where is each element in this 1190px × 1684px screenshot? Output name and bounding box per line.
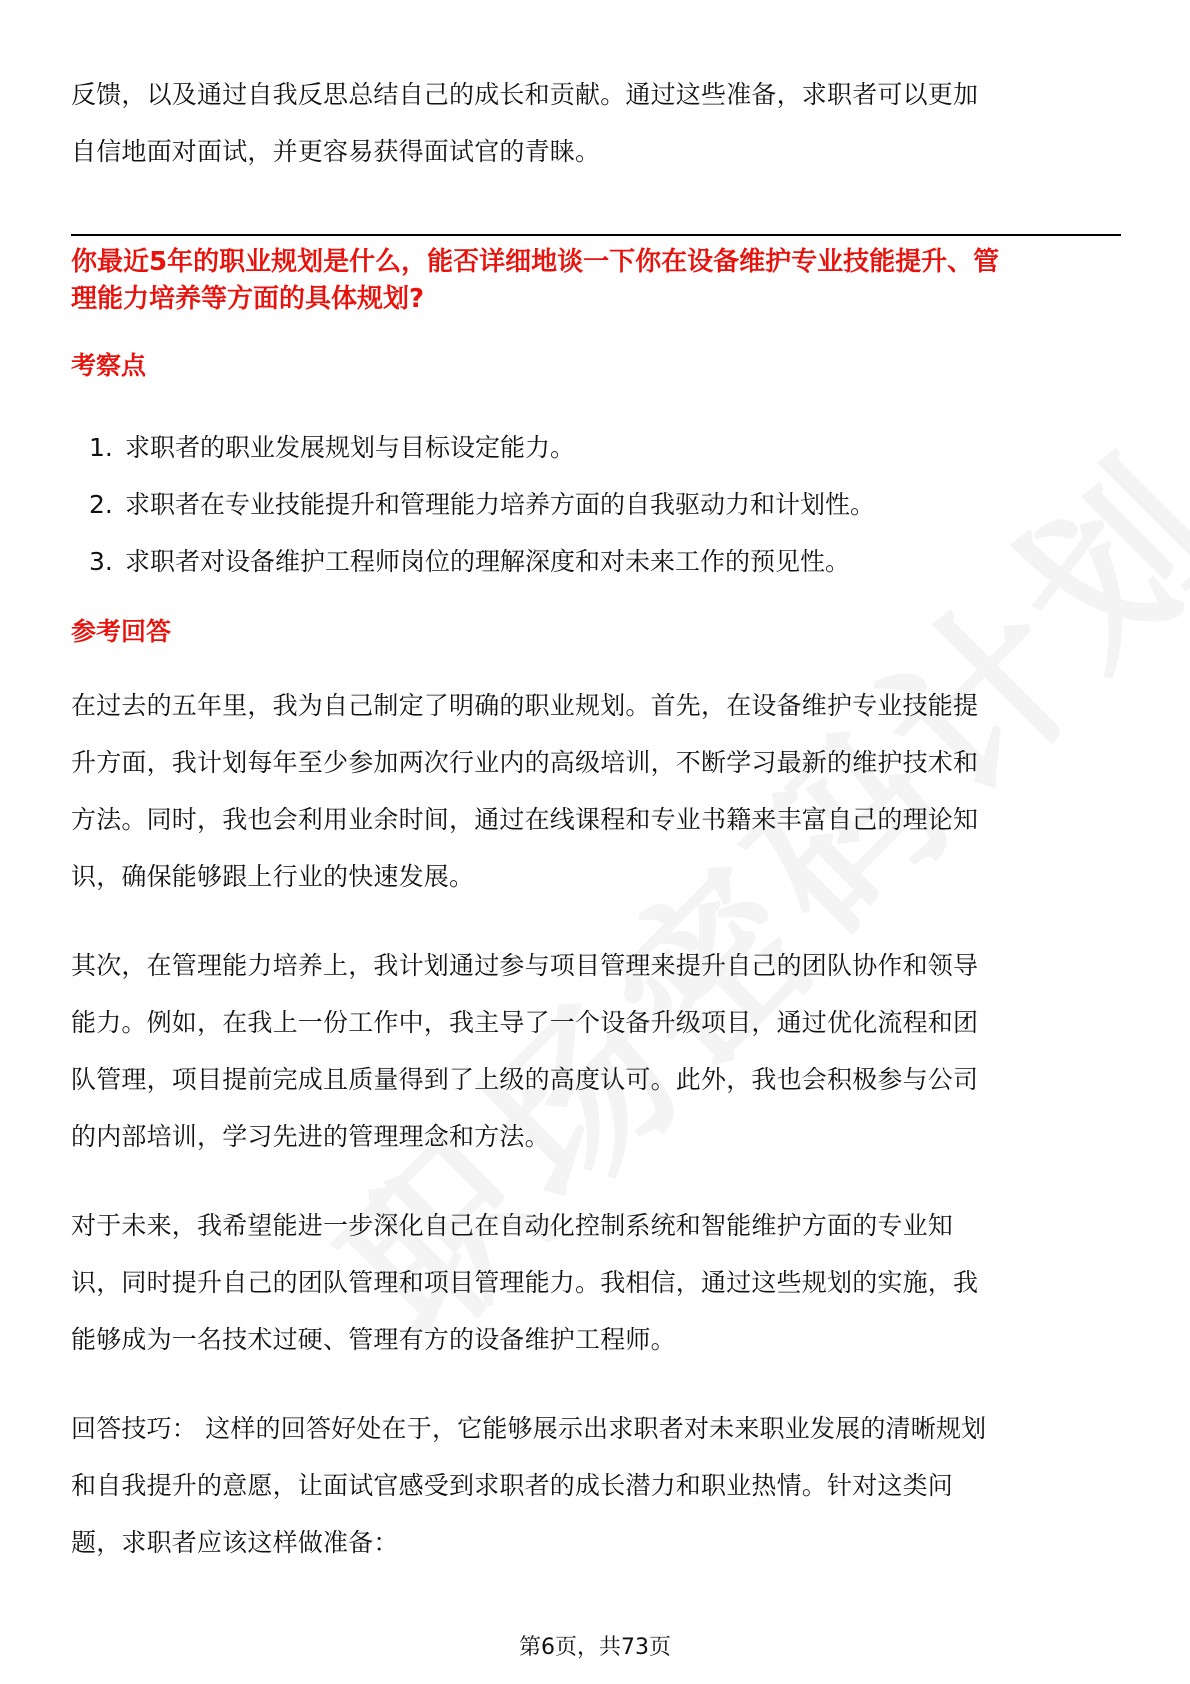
list-item-text: 求职者的职业发展规划与目标设定能力。	[125, 433, 576, 462]
text-line: 其次，在管理能力培养上，我计划通过参与项目管理来提升自己的团队协作和领导	[71, 951, 979, 980]
section-divider	[71, 234, 1121, 236]
list-item	[71, 476, 1121, 533]
answer-paragraph-1	[71, 677, 1121, 905]
list-item-number: 2.	[89, 490, 113, 519]
list-item	[71, 419, 1121, 476]
list-item-number: 3.	[89, 547, 113, 576]
list-item-text: 求职者对设备维护工程师岗位的理解深度和对未来工作的预见性。	[125, 547, 851, 576]
text-line: 方法。同时，我也会利用业余时间，通过在线课程和专业书籍来丰富自己的理论知	[71, 805, 979, 834]
text-line: 在过去的五年里，我为自己制定了明确的职业规划。首先，在设备维护专业技能提	[71, 691, 979, 720]
question-line: 理能力培养等方面的具体规划?	[71, 284, 425, 314]
question-line: 你最近5年的职业规划是什么，能否详细地谈一下你在设备维护专业技能提升、管	[71, 247, 1000, 277]
text-line: 和自我提升的意愿，让面试官感受到求职者的成长潜力和职业热情。针对这类问	[71, 1471, 954, 1500]
text-line: 识，同时提升自己的团队管理和项目管理能力。我相信，通过这些规划的实施，我	[71, 1268, 979, 1297]
answer-paragraph-3	[71, 1197, 1121, 1368]
answer-heading: 参考回答	[71, 617, 172, 646]
text-line: 能够成为一名技术过硬、管理有方的设备维护工程师。	[71, 1325, 676, 1354]
list-item	[71, 533, 1121, 590]
question-heading	[71, 244, 1131, 318]
text-line: 反馈，以及通过自我反思总结自己的成长和贡献。通过这些准备，求职者可以更加	[71, 80, 979, 109]
text-line: 回答技巧： 这样的回答好处在于，它能够展示出求职者对未来职业发展的清晰规划	[71, 1414, 987, 1443]
answer-paragraph-2	[71, 937, 1121, 1165]
list-item-text: 求职者在专业技能提升和管理能力培养方面的自我驱动力和计划性。	[125, 490, 876, 519]
text-line: 自信地面对面试，并更容易获得面试官的青睐。	[71, 137, 601, 166]
intro-paragraph	[71, 66, 1121, 180]
text-line: 对于未来，我希望能进一步深化自己在自动化控制系统和智能维护方面的专业知	[71, 1211, 954, 1240]
answer-tips-paragraph	[71, 1400, 1121, 1571]
points-heading: 考察点	[71, 351, 147, 380]
text-line: 能力。例如，在我上一份工作中，我主导了一个设备升级项目，通过优化流程和团	[71, 1008, 979, 1037]
text-line: 队管理，项目提前完成且质量得到了上级的高度认可。此外，我也会积极参与公司	[71, 1065, 979, 1094]
text-line: 的内部培训，学习先进的管理理念和方法。	[71, 1122, 550, 1151]
page-number-footer: 第6页，共73页	[519, 1635, 671, 1660]
text-line: 升方面，我计划每年至少参加两次行业内的高级培训，不断学习最新的维护技术和	[71, 748, 979, 777]
points-list	[71, 419, 1121, 590]
text-line: 题，求职者应该这样做准备：	[71, 1528, 399, 1557]
list-item-number: 1.	[89, 433, 113, 462]
text-line: 识，确保能够跟上行业的快速发展。	[71, 862, 475, 891]
